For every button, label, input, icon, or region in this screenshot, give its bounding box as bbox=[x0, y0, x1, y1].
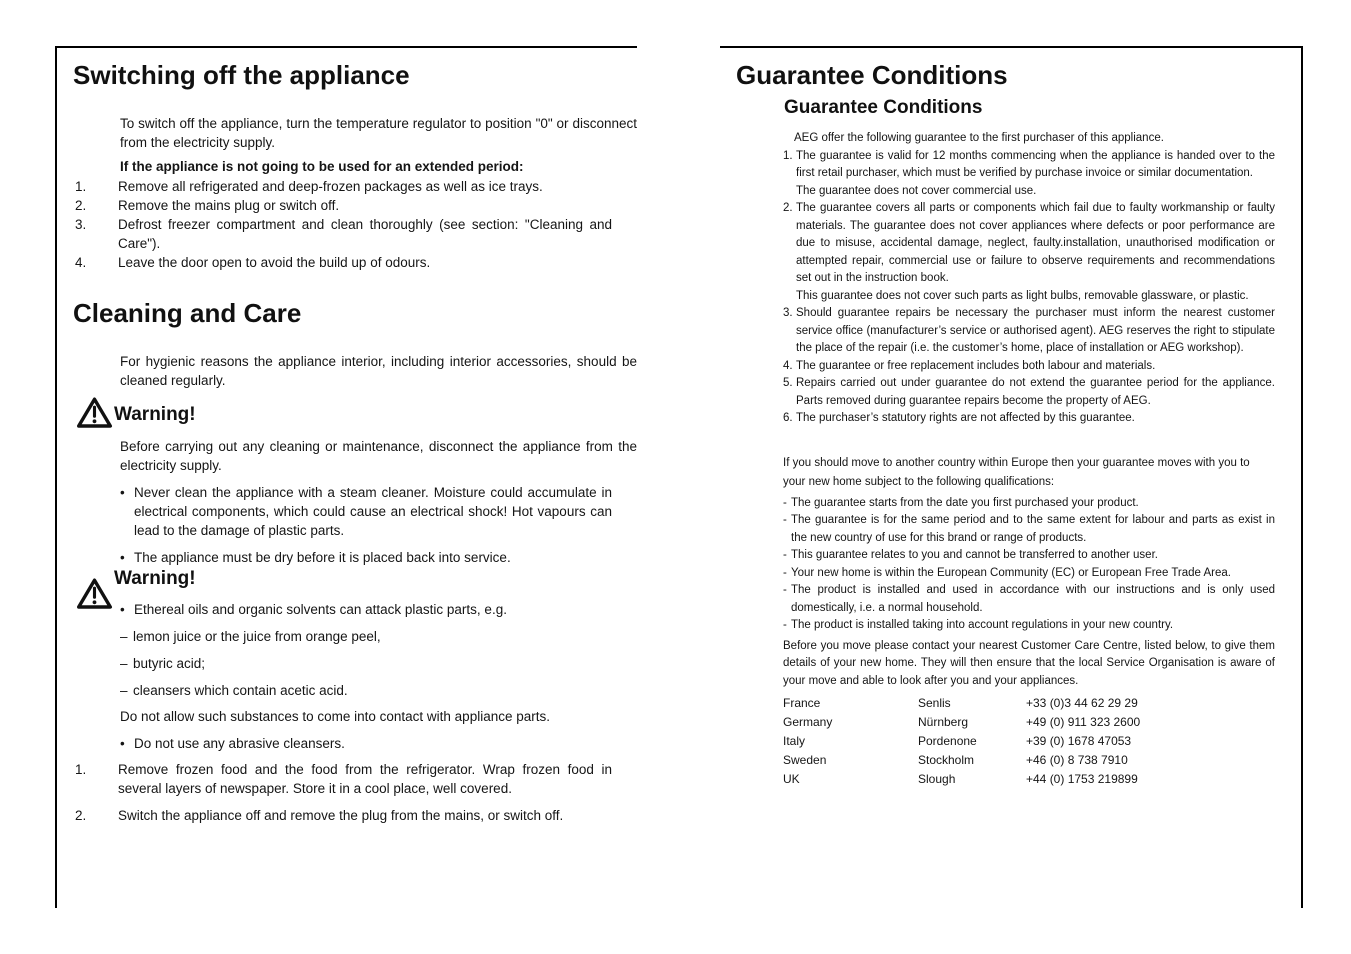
list-item bbox=[120, 734, 612, 753]
dash-marker: - bbox=[783, 549, 787, 561]
item-number: 3. bbox=[783, 307, 793, 319]
paragraph-moving-intro: If you should move to another country within Europe then your guarantee moves with you to your new home subject to the following qualifications: bbox=[783, 456, 1250, 488]
warning-block bbox=[73, 567, 612, 593]
list-item bbox=[783, 617, 1275, 635]
dash-text: lemon juice or the juice from orange peel, bbox=[133, 629, 381, 644]
list-item bbox=[783, 565, 1275, 583]
item-number: 6. bbox=[783, 412, 793, 424]
item-number: 5. bbox=[783, 377, 793, 389]
warning-triangle-icon bbox=[76, 577, 113, 615]
item-number: 1. bbox=[783, 149, 793, 162]
step-number: 2. bbox=[75, 198, 87, 213]
step-number: 1. bbox=[75, 762, 87, 777]
table-row bbox=[783, 694, 1275, 713]
point-text: The guarantee starts from the date you first purchased your product. bbox=[791, 496, 1139, 509]
dash-text: butyric acid; bbox=[133, 656, 206, 671]
paragraph-moving-outro: Before you move please contact your nearest Customer Care Centre, listed below, to give them details of your new home. They will then ensure that the local Service Organisation is aware of your move and able to look after you and your appliances. bbox=[783, 639, 1275, 687]
bullet-marker: • bbox=[120, 602, 125, 617]
list-item bbox=[73, 806, 612, 825]
item-text: Repairs carried out under guarantee do not extend the guarantee period for the appliance. Parts removed during guarantee repairs become the property of AEG. bbox=[796, 377, 1275, 407]
step-text: Remove all refrigerated and deep-frozen packages as well as ice trays. bbox=[118, 179, 543, 194]
step-number: 4. bbox=[75, 255, 87, 270]
contact-phone: +49 (0) 911 323 2600 bbox=[1026, 714, 1141, 729]
paragraph-no-contact-note: Do not allow such substances to come into contact with appliance parts. bbox=[120, 709, 550, 724]
step-text: Remove frozen food and the food from the refrigerator. Wrap frozen food in several layers of newspaper. Store it in a cool place, well covered. bbox=[118, 762, 612, 796]
contact-phone: +39 (0) 1678 47053 bbox=[1026, 733, 1132, 748]
section-title-guarantee: Guarantee Conditions bbox=[736, 60, 1008, 90]
contact-city: Senlis bbox=[918, 695, 951, 710]
bullet-text: Never clean the appliance with a steam cleaner. Moisture could accumulate in electrical components, which could cause an electrical shock! Hot vapours can lead to the damage of plastic parts. bbox=[134, 485, 612, 538]
contact-phone: +33 (0)3 44 62 29 29 bbox=[1026, 695, 1138, 710]
list-item bbox=[73, 760, 612, 798]
item-text: The guarantee covers all parts or components which fail due to faulty workmanship or faulty materials. The guarantee does not cover appliances where defects or poor performance are due to misuse, accidental damage, neglect, faulty.installation, unauthorised modification or attempted repair, commercial use or failure to observe requirements and recommendations set out in the instruction book. bbox=[796, 202, 1275, 284]
step-text: Remove the mains plug or switch off. bbox=[118, 198, 340, 213]
list-item bbox=[783, 512, 1275, 547]
item-text: Should guarantee repairs be necessary the purchaser must inform the nearest customer service office (manufacturer’s service or authorised agent). AEG reserves the right to stipulate the place of the repair (i.e. the customer’s home, place of installation or AEG workshop). bbox=[796, 307, 1275, 354]
list-item bbox=[73, 196, 612, 215]
contact-country: Germany bbox=[783, 714, 833, 729]
bullet-text: The appliance must be dry before it is placed back into service. bbox=[134, 550, 511, 565]
list-item bbox=[783, 375, 1275, 410]
contact-city: Nürnberg bbox=[918, 714, 969, 729]
table-row bbox=[783, 713, 1275, 732]
contact-country: UK bbox=[783, 771, 800, 786]
contact-city: Slough bbox=[918, 771, 956, 786]
contact-country: Italy bbox=[783, 733, 806, 748]
dash-marker: – bbox=[120, 656, 128, 671]
point-text: The product is installed taking into account regulations in your new country. bbox=[791, 619, 1174, 631]
list-item bbox=[783, 148, 1275, 201]
warning-triangle-icon bbox=[76, 396, 113, 434]
list-item bbox=[783, 305, 1275, 358]
list-item bbox=[73, 215, 612, 253]
table-row bbox=[783, 751, 1275, 770]
step-number: 1. bbox=[75, 179, 87, 194]
point-text: The guarantee is for the same period and to the same extent for labour and parts as exist in the new country of use for this brand or range of products. bbox=[791, 514, 1275, 544]
list-item bbox=[783, 200, 1275, 305]
list-item bbox=[783, 358, 1275, 376]
table-row bbox=[783, 770, 1275, 789]
contact-country: France bbox=[783, 695, 821, 710]
list-item bbox=[783, 410, 1275, 428]
item-number: 2. bbox=[783, 202, 793, 214]
item-text: The purchaser’s statutory rights are not affected by this guarantee. bbox=[796, 412, 1135, 424]
warning-title: Warning! bbox=[114, 404, 196, 425]
paragraph-warning1-body: Before carrying out any cleaning or maintenance, disconnect the appliance from the electricity supply. bbox=[120, 439, 637, 473]
step-text: Defrost freezer compartment and clean thoroughly (see section: "Cleaning and Care"). bbox=[118, 217, 612, 251]
list-item bbox=[120, 681, 612, 700]
list-item bbox=[783, 582, 1275, 617]
section-title-switching-off: Switching off the appliance bbox=[73, 60, 410, 90]
contact-city: Stockholm bbox=[918, 752, 975, 767]
step-text: Switch the appliance off and remove the plug from the mains, or switch off. bbox=[118, 808, 564, 823]
bullet-marker: • bbox=[120, 736, 125, 751]
paragraph-cleaning-intro: For hygienic reasons the appliance interior, including interior accessories, should be cleaned regularly. bbox=[120, 354, 637, 388]
step-number: 3. bbox=[75, 217, 87, 232]
paragraph-switch-off-intro: To switch off the appliance, turn the temperature regulator to position "0" or disconnect from the electricity supply. bbox=[120, 116, 637, 150]
step-text: Leave the door open to avoid the build up of odours. bbox=[118, 255, 431, 270]
table-row bbox=[783, 732, 1275, 751]
contact-country: Sweden bbox=[783, 752, 827, 767]
list-item bbox=[120, 654, 612, 673]
subsection-title-guarantee: Guarantee Conditions bbox=[784, 97, 983, 118]
point-text: Your new home is within the European Community (EC) or European Free Trade Area. bbox=[791, 566, 1231, 579]
paragraph-guarantee-intro: AEG offer the following guarantee to the first purchaser of this appliance. bbox=[794, 132, 1164, 144]
manual-page-right bbox=[720, 46, 1303, 908]
warning-block bbox=[73, 396, 612, 430]
contact-phone: +46 (0) 8 738 7910 bbox=[1026, 752, 1128, 767]
item-note: The guarantee does not cover commercial use. bbox=[796, 184, 1037, 197]
warning-title: Warning! bbox=[114, 568, 196, 589]
contact-city: Pordenone bbox=[918, 733, 977, 748]
dash-marker: – bbox=[120, 683, 128, 698]
list-item bbox=[73, 177, 612, 196]
list-item bbox=[783, 547, 1275, 565]
point-text: The product is installed and used in accordance with our instructions and is only used domestically, i.e. a normal household. bbox=[791, 584, 1275, 614]
item-note: This guarantee does not cover such parts as light bulbs, removable glassware, or plastic. bbox=[796, 289, 1249, 302]
list-item bbox=[120, 600, 612, 619]
item-number: 4. bbox=[783, 359, 793, 372]
paragraph-extended-period-lead: If the appliance is not going to be used for an extended period: bbox=[120, 159, 524, 174]
bullet-text: Do not use any abrasive cleansers. bbox=[134, 736, 345, 751]
dash-marker: - bbox=[783, 514, 787, 526]
point-text: This guarantee relates to you and cannot be transferred to another user. bbox=[791, 549, 1158, 561]
list-item bbox=[783, 495, 1275, 513]
item-text: The guarantee or free replacement includes both labour and materials. bbox=[796, 359, 1156, 372]
section-title-cleaning-care: Cleaning and Care bbox=[73, 298, 302, 328]
dash-marker: – bbox=[120, 629, 128, 644]
bullet-marker: • bbox=[120, 550, 125, 565]
list-item bbox=[73, 253, 612, 272]
contact-phone: +44 (0) 1753 219899 bbox=[1026, 771, 1138, 786]
bullet-text: Ethereal oils and organic solvents can attack plastic parts, e.g. bbox=[134, 602, 507, 617]
dash-marker: - bbox=[783, 584, 787, 596]
dash-text: cleansers which contain acetic acid. bbox=[133, 683, 348, 698]
step-number: 2. bbox=[75, 808, 87, 823]
list-item bbox=[120, 548, 612, 567]
dash-marker: - bbox=[783, 619, 787, 631]
contacts-table bbox=[783, 694, 1275, 789]
item-text: The guarantee is valid for 12 months commencing when the appliance is handed over to the first retail purchaser, which must be verified by purchase invoice or similar documentation. bbox=[796, 149, 1275, 179]
manual-page-left bbox=[55, 46, 637, 908]
dash-marker: - bbox=[783, 566, 787, 579]
list-item bbox=[120, 627, 612, 646]
dash-marker: - bbox=[783, 496, 787, 509]
list-item bbox=[120, 483, 612, 540]
bullet-marker: • bbox=[120, 485, 125, 500]
